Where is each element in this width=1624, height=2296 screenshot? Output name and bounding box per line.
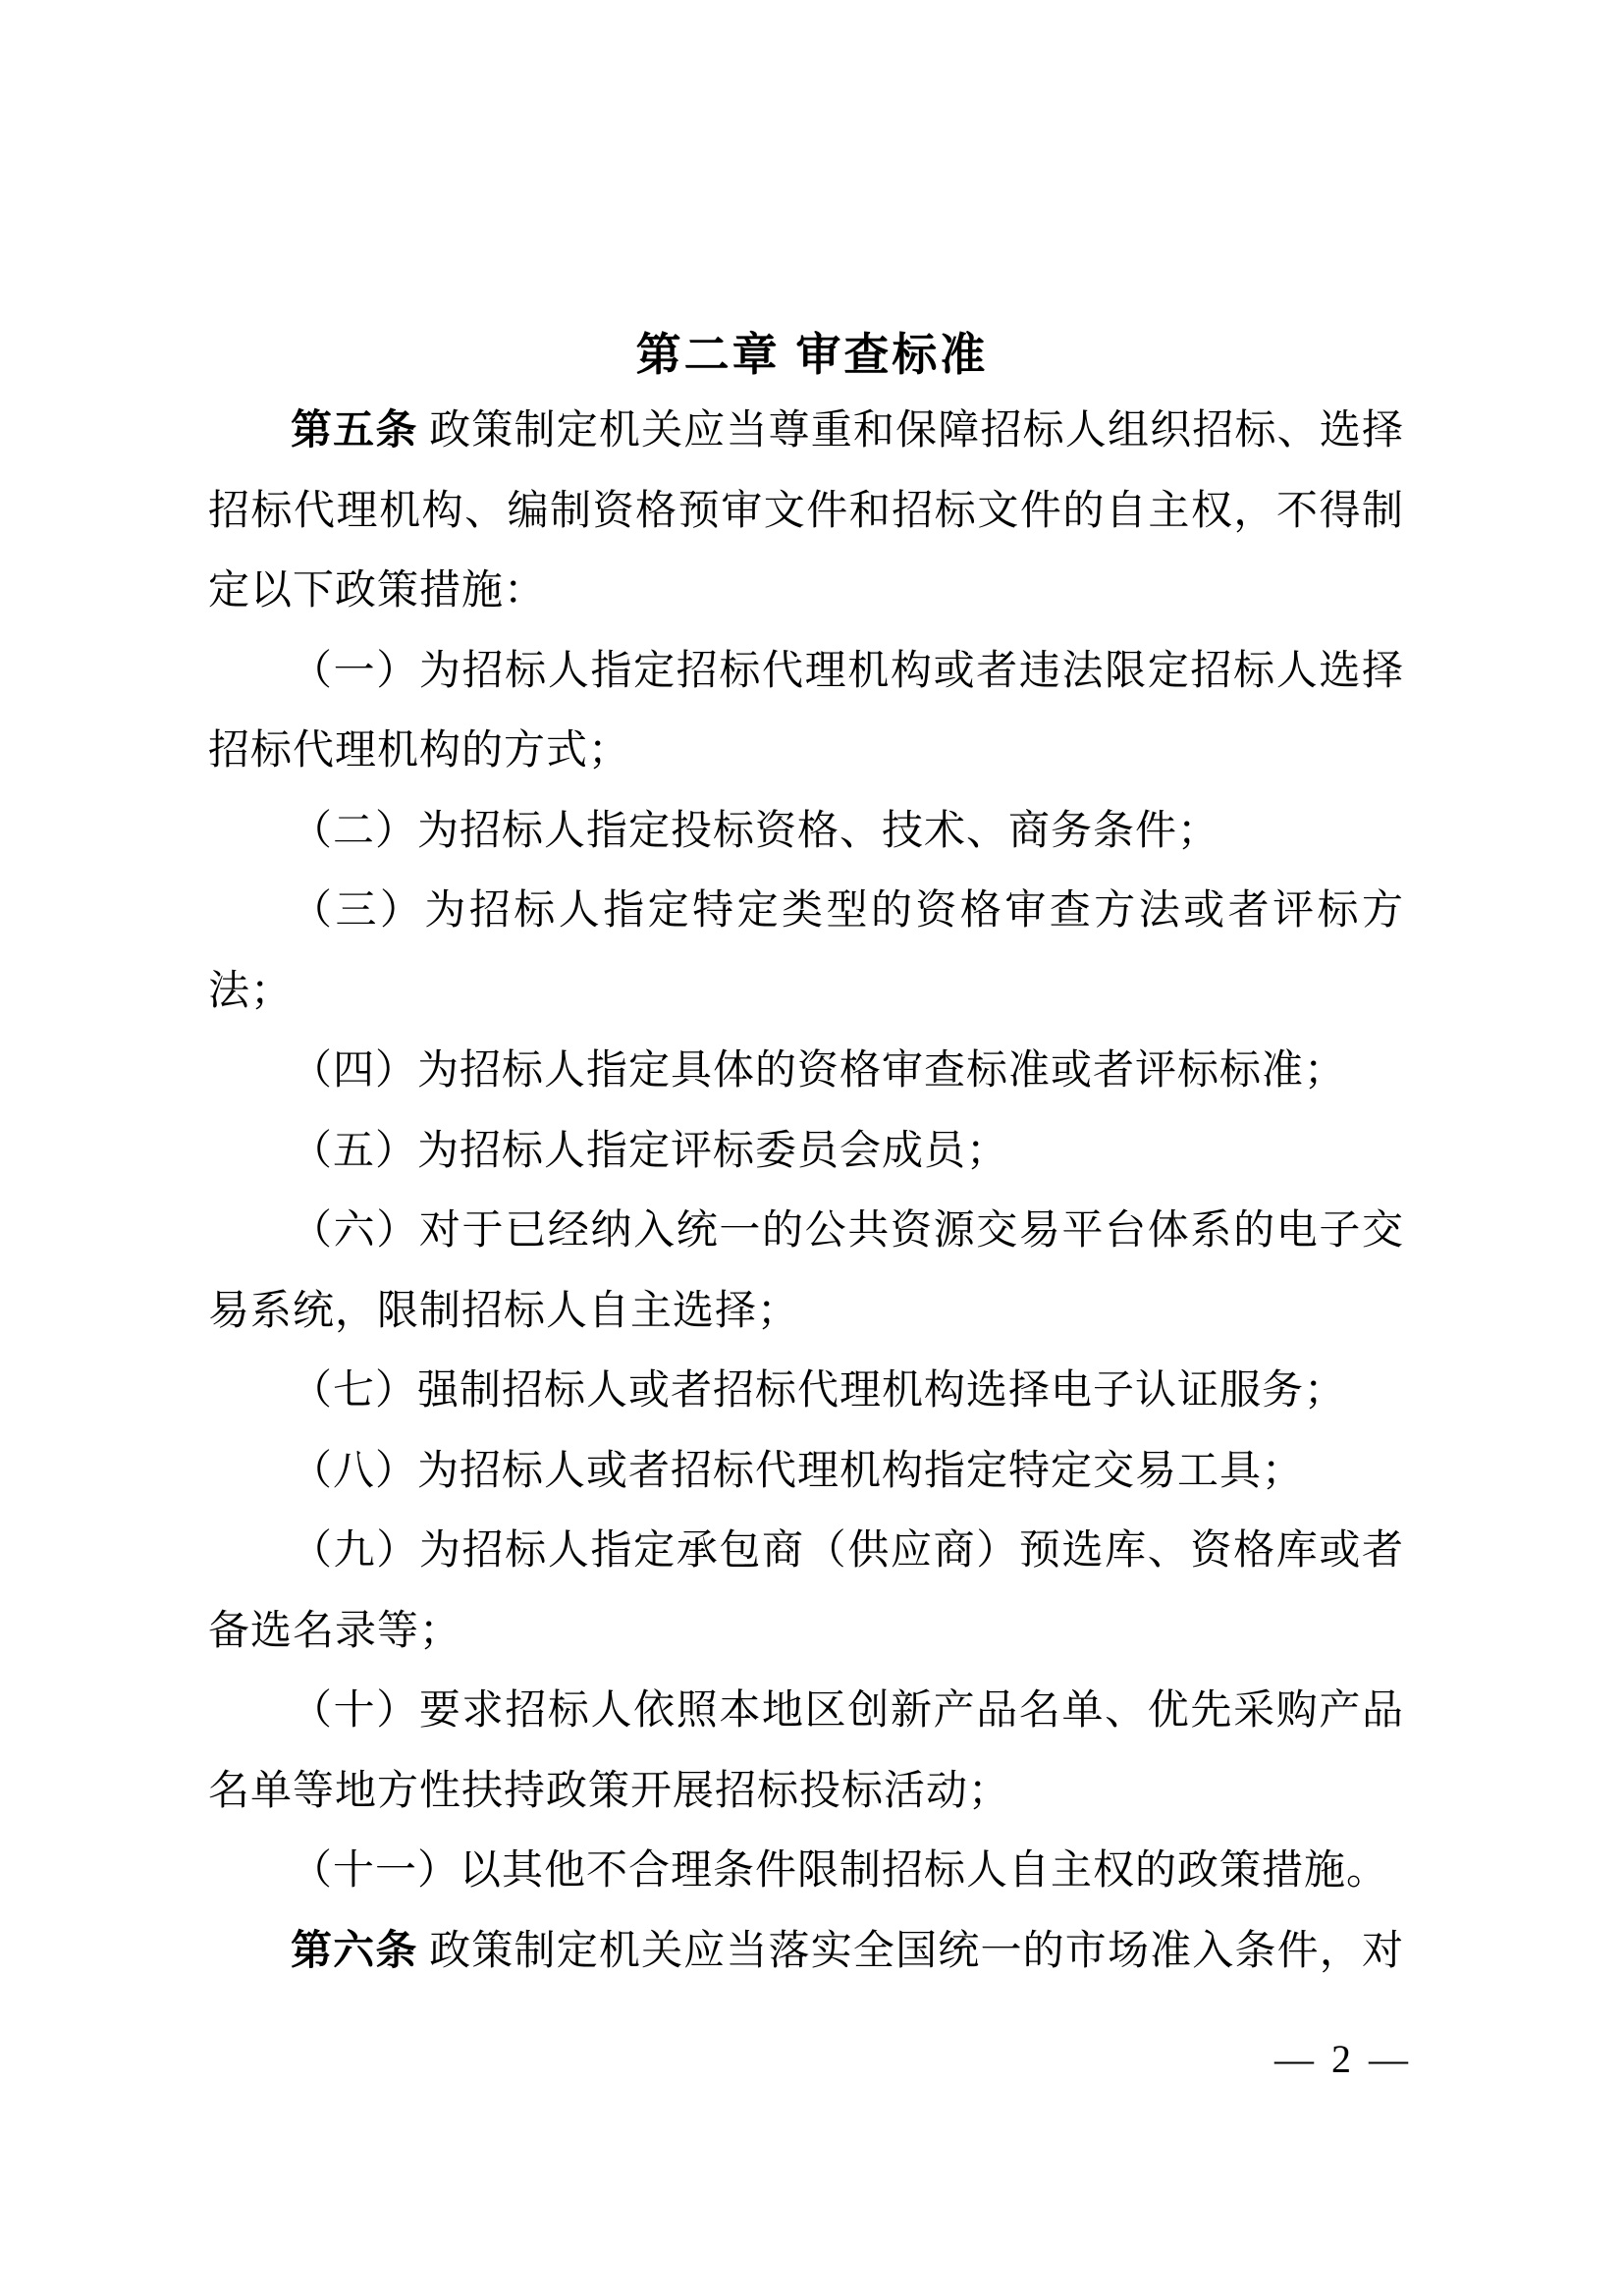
document-line: （八）为招标人或者招标代理机构指定特定交易工具； xyxy=(291,1448,1305,1494)
document-line: 招标代理机构、编制资格预审文件和招标文件的自主权，不得制 xyxy=(208,488,1404,534)
document-line: 定以下政策措施： xyxy=(208,568,547,614)
document-line: （五）为招标人指定评标委员会成员； xyxy=(291,1128,1009,1174)
document-line: （十一）以其他不合理条件限制招标人自主权的政策措施。 xyxy=(291,1848,1389,1894)
document-line: （十）要求招标人依照本地区创新产品名单、优先采购产品 xyxy=(291,1688,1404,1734)
document-line: （三）为招标人指定特定类型的资格审查方法或者评标方 xyxy=(291,888,1404,934)
article-number: 第五条 xyxy=(291,408,418,454)
document-line: （二）为招标人指定投标资格、技术、商务条件； xyxy=(291,808,1220,854)
document-line: 易系统，限制招标人自主选择； xyxy=(208,1288,800,1334)
document-line: 第六条 政策制定机关应当落实全国统一的市场准入条件，对 xyxy=(291,1928,1404,1974)
chapter-heading: 第二章 审查标准 xyxy=(635,329,989,380)
document-line: （七）强制招标人或者招标代理机构选择电子认证服务； xyxy=(291,1368,1347,1414)
document-body xyxy=(208,392,1404,1992)
page-number: — 2 — xyxy=(1274,2037,1412,2081)
document-line: 法； xyxy=(208,968,294,1014)
document-line: （四）为招标人指定具体的资格审查标准或者评标标准； xyxy=(291,1048,1347,1094)
document-line: 招标代理机构的方式； xyxy=(208,728,631,774)
document-line: 名单等地方性扶持政策开展招标投标活动； xyxy=(208,1768,1011,1814)
document-line: （一）为招标人指定招标代理机构或者违法限定招标人选择 xyxy=(291,648,1404,694)
document-line: （六）对于已经纳入统一的公共资源交易平台体系的电子交 xyxy=(291,1208,1404,1254)
article-number: 第六条 xyxy=(291,1928,418,1974)
document-line: （九）为招标人指定承包商（供应商）预选库、资格库或者 xyxy=(291,1528,1404,1574)
document-line: 第五条 政策制定机关应当尊重和保障招标人组织招标、选择 xyxy=(291,408,1404,454)
document-line: 备选名录等； xyxy=(208,1608,462,1654)
